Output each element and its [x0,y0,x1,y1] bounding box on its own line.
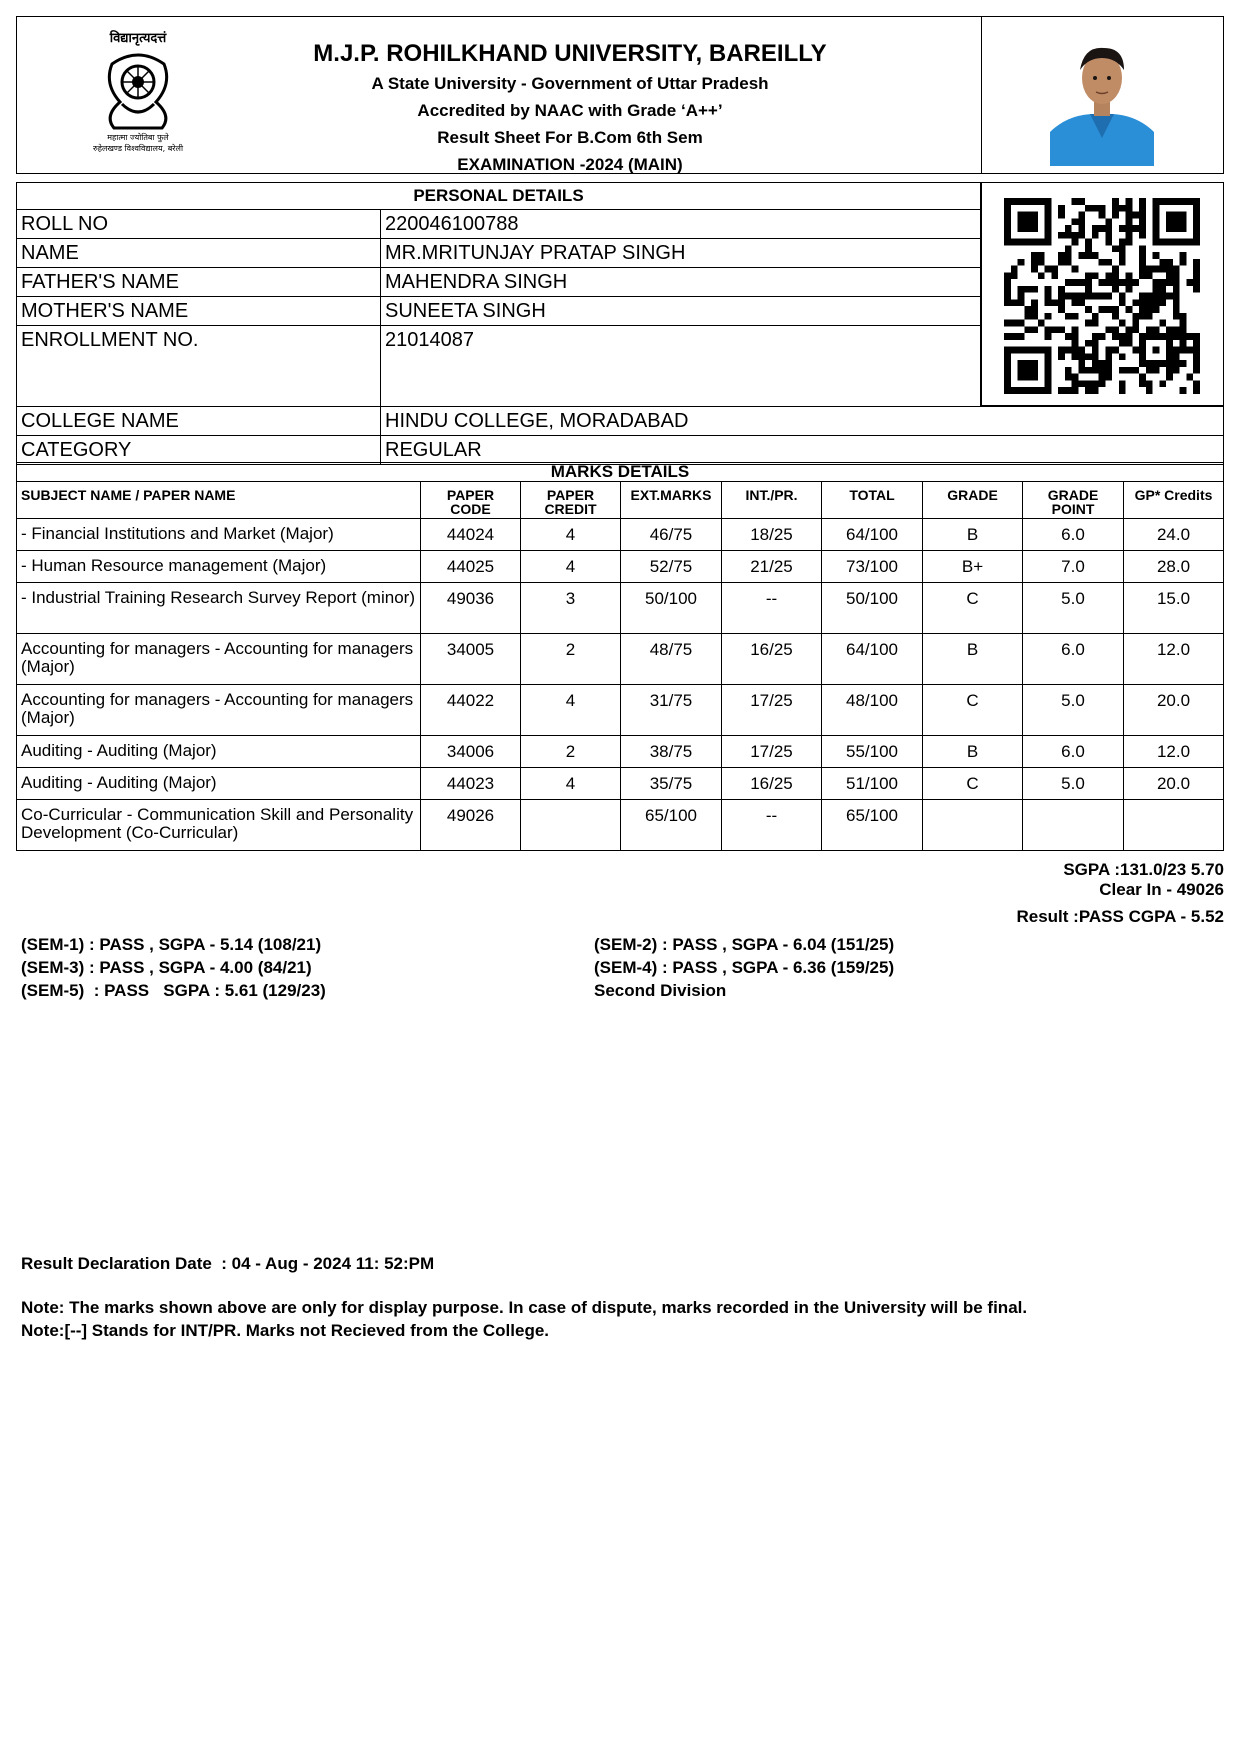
marks-col-header: GRADE POINT [1023,482,1124,519]
subject-name: Auditing - Auditing (Major) [17,736,421,768]
marks-cell-grade: C [923,583,1023,634]
marks-cell-total: 50/100 [822,583,923,634]
marks-cell-grade [923,800,1023,851]
marks-row [17,685,1224,736]
subject-name: - Financial Institutions and Market (Major) [17,519,421,551]
marks-cell-code: 44022 [421,685,521,736]
marks-cell-grade: C [923,768,1023,800]
marks-cell-gp: 7.0 [1023,551,1124,583]
marks-cell-code: 49026 [421,800,521,851]
marks-cell-gp: 6.0 [1023,634,1124,685]
header-divider [981,16,982,174]
marks-cell-total: 64/100 [822,519,923,551]
subject-name: Accounting for managers - Accounting for managers (Major) [17,685,421,736]
marks-cell-gp: 5.0 [1023,685,1124,736]
logo-bottom-text-1: महात्मा ज्योतिबा फुले [107,133,169,142]
marks-cell-ext: 65/100 [621,800,722,851]
marks-row [17,551,1224,583]
enrollment-label: ENROLLMENT NO. [17,326,381,407]
marks-cell-code: 34005 [421,634,521,685]
student-photo [1050,28,1154,166]
category-value: REGULAR [381,436,1224,465]
personal-details-heading: PERSONAL DETAILS [17,183,981,210]
marks-cell-code: 49036 [421,583,521,634]
marks-col-header: PAPER CREDIT [521,482,621,519]
result-cgpa: Result :PASS CGPA - 5.52 [1016,907,1224,926]
marks-cell-total: 65/100 [822,800,923,851]
header-line-2: Accredited by NAAC with Grade ‘A++’ [417,101,723,120]
marks-cell-grade: B [923,519,1023,551]
subject-name: - Industrial Training Research Survey Report (minor) [17,583,421,634]
university-title: M.J.P. ROHILKHAND UNIVERSITY, BAREILLY [313,40,827,67]
marks-col-header: PAPER CODE [421,482,521,519]
marks-cell-credit: 2 [521,634,621,685]
marks-row [17,800,1224,851]
marks-cell-ext: 31/75 [621,685,722,736]
marks-row [17,736,1224,768]
college-table [16,406,1224,465]
name-value: MR.MRITUNJAY PRATAP SINGH [381,239,981,268]
subject-name: Accounting for managers - Accounting for managers (Major) [17,634,421,685]
marks-col-header: TOTAL [822,482,923,519]
mother-name-value: SUNEETA SINGH [381,297,981,326]
marks-col-header: GP* Credits [1124,482,1224,519]
marks-cell-grade: B [923,634,1023,685]
mother-name-label: MOTHER'S NAME [17,297,381,326]
marks-cell-int: -- [722,800,822,851]
marks-cell-credit: 3 [521,583,621,634]
marks-cell-total: 48/100 [822,685,923,736]
marks-col-header: SUBJECT NAME / PAPER NAME [17,482,421,519]
marks-cell-gp: 6.0 [1023,519,1124,551]
marks-header-row [17,482,1224,519]
sem-5-result: (SEM-5) : PASS SGPA : 5.61 (129/23) [21,981,326,1000]
marks-cell-int: -- [722,583,822,634]
marks-details-heading: MARKS DETAILS [17,463,1224,482]
marks-cell-gp: 5.0 [1023,768,1124,800]
marks-cell-total: 55/100 [822,736,923,768]
marks-cell-gpc: 12.0 [1124,634,1224,685]
logo-top-text: विद्यानृत्यदत्तं [109,31,167,46]
sgpa-summary: SGPA :131.0/23 5.70 [1063,860,1224,879]
note-int-pr: Note:[--] Stands for INT/PR. Marks not Recieved from the College. [21,1321,550,1340]
marks-col-header: EXT.MARKS [621,482,722,519]
marks-col-header: INT./PR. [722,482,822,519]
header-line-1: A State University - Government of Uttar Pradesh [371,74,769,93]
marks-cell-code: 44023 [421,768,521,800]
marks-cell-credit: 4 [521,685,621,736]
marks-cell-int: 16/25 [722,634,822,685]
sem-3-result: (SEM-3) : PASS , SGPA - 4.00 (84/21) [21,958,312,977]
marks-cell-ext: 52/75 [621,551,722,583]
marks-cell-int: 17/25 [722,685,822,736]
marks-cell-code: 34006 [421,736,521,768]
header-line-4: EXAMINATION -2024 (MAIN) [457,155,683,174]
marks-cell-total: 51/100 [822,768,923,800]
marks-cell-gpc [1124,800,1224,851]
marks-cell-grade: C [923,685,1023,736]
marks-cell-code: 44025 [421,551,521,583]
university-logo [72,24,204,156]
college-name-label: COLLEGE NAME [17,407,381,436]
marks-cell-ext: 35/75 [621,768,722,800]
marks-cell-gp: 5.0 [1023,583,1124,634]
marks-cell-grade: B+ [923,551,1023,583]
marks-cell-grade: B [923,736,1023,768]
marks-cell-int: 17/25 [722,736,822,768]
marks-row [17,768,1224,800]
qr-code [1004,198,1200,394]
logo-bottom-text-2: रुहेलखण्ड विश्वविद्यालय, बरेली [92,144,184,153]
marks-cell-code: 44024 [421,519,521,551]
marks-row [17,634,1224,685]
marks-cell-credit [521,800,621,851]
sem-2-result: (SEM-2) : PASS , SGPA - 6.04 (151/25) [594,935,895,954]
marks-cell-ext: 46/75 [621,519,722,551]
marks-col-header: GRADE [923,482,1023,519]
marks-cell-ext: 38/75 [621,736,722,768]
marks-cell-gpc: 20.0 [1124,685,1224,736]
category-label: CATEGORY [17,436,381,465]
header-line-3: Result Sheet For B.Com 6th Sem [437,128,703,147]
marks-cell-gpc: 20.0 [1124,768,1224,800]
division: Second Division [594,981,727,1000]
result-declaration-date: Result Declaration Date : 04 - Aug - 2024 11: 52:PM [21,1254,435,1273]
marks-cell-credit: 4 [521,519,621,551]
marks-cell-credit: 4 [521,768,621,800]
roll-no-label: ROLL NO [17,210,381,239]
marks-cell-int: 16/25 [722,768,822,800]
roll-no-value: 220046100788 [381,210,981,239]
enrollment-value: 21014087 [381,326,981,407]
marks-row [17,583,1224,634]
marks-cell-int: 21/25 [722,551,822,583]
marks-table [16,462,1224,851]
marks-cell-gp [1023,800,1124,851]
sem-1-result: (SEM-1) : PASS , SGPA - 5.14 (108/21) [21,935,322,954]
marks-cell-credit: 2 [521,736,621,768]
subject-name: - Human Resource management (Major) [17,551,421,583]
marks-cell-int: 18/25 [722,519,822,551]
subject-name: Co-Curricular - Communication Skill and Personality Development (Co-Curricular) [17,800,421,851]
clear-in: Clear In - 49026 [1099,880,1224,899]
marks-cell-total: 64/100 [822,634,923,685]
marks-cell-credit: 4 [521,551,621,583]
father-name-label: FATHER'S NAME [17,268,381,297]
name-label: NAME [17,239,381,268]
note-display-purpose: Note: The marks shown above are only for display purpose. In case of dispute, marks recorded in the University will be final. [21,1298,1028,1317]
sem-4-result: (SEM-4) : PASS , SGPA - 6.36 (159/25) [594,958,895,977]
personal-details-table [16,182,981,407]
father-name-value: MAHENDRA SINGH [381,268,981,297]
marks-cell-gpc: 28.0 [1124,551,1224,583]
marks-cell-gpc: 15.0 [1124,583,1224,634]
marks-row [17,519,1224,551]
marks-cell-gpc: 24.0 [1124,519,1224,551]
college-name-value: HINDU COLLEGE, MORADABAD [381,407,1224,436]
marks-cell-ext: 48/75 [621,634,722,685]
marks-cell-gp: 6.0 [1023,736,1124,768]
marks-cell-total: 73/100 [822,551,923,583]
marks-cell-gpc: 12.0 [1124,736,1224,768]
marks-cell-ext: 50/100 [621,583,722,634]
subject-name: Auditing - Auditing (Major) [17,768,421,800]
